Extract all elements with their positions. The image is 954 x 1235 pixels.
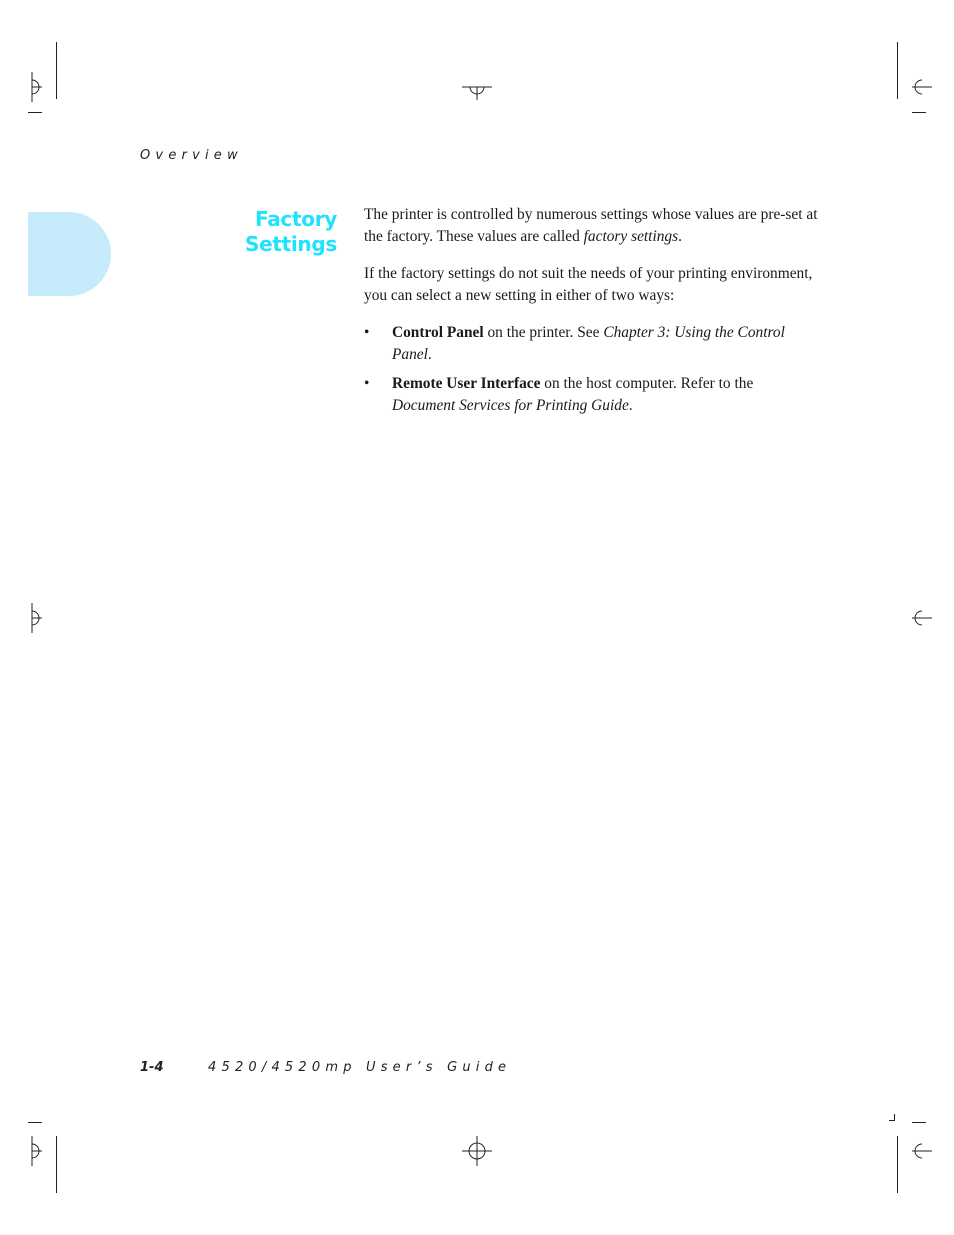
paragraph-emphasis: factory settings (583, 228, 679, 245)
list-item-text: . (427, 346, 432, 363)
document-title: 4520/4520mp User’s Guide (208, 1060, 512, 1075)
crop-mark (897, 1136, 898, 1193)
crop-mark (889, 1120, 895, 1121)
registration-mark-icon (910, 1136, 932, 1166)
bullet-icon: • (364, 375, 370, 392)
section-heading (200, 207, 337, 257)
list-item-text: on the printer. See (483, 324, 604, 341)
registration-mark-icon (22, 603, 44, 633)
list-item-bold: Control Panel (392, 324, 484, 341)
registration-mark-icon (462, 1136, 492, 1166)
paragraph (364, 204, 819, 248)
paragraph-text: . (678, 228, 682, 245)
list-item-reference: Document Services for Printing Guide (392, 397, 629, 414)
paragraph-text: The printer is controlled by numerous settings whose values are pre-set at the factory. These values are called (364, 206, 818, 245)
running-head: Overview (140, 148, 243, 163)
crop-mark (56, 1136, 57, 1193)
list-item (364, 322, 819, 366)
crop-mark (897, 42, 898, 99)
paragraph: If the factory settings do not suit the needs of your printing environment, you can select a new setting in either of two ways: (364, 265, 813, 304)
page-number: 1-4 (140, 1060, 164, 1075)
chapter-tab (28, 212, 111, 296)
section-heading-line1: Factory (255, 207, 337, 231)
list-item (364, 373, 819, 417)
registration-mark-icon (22, 1136, 44, 1166)
crop-mark (912, 112, 926, 113)
bullet-icon: • (364, 324, 370, 341)
bullet-list (364, 322, 819, 417)
body-text (364, 204, 819, 424)
crop-mark (28, 1122, 42, 1123)
crop-mark (56, 42, 57, 99)
registration-mark-icon (462, 79, 492, 101)
registration-mark-icon (22, 72, 44, 102)
crop-mark (912, 1122, 926, 1123)
registration-mark-icon (910, 603, 932, 633)
list-item-reference: Chapter 3: Using the Control Panel (392, 324, 785, 363)
list-item-text: on the host computer. Refer to the (540, 375, 754, 392)
list-item-bold: Remote User Interface (392, 375, 541, 392)
registration-mark-icon (910, 72, 932, 102)
section-heading-line2: Settings (244, 232, 337, 256)
list-item-text: . (628, 397, 633, 414)
crop-mark (28, 112, 42, 113)
page-footer (140, 1060, 512, 1075)
